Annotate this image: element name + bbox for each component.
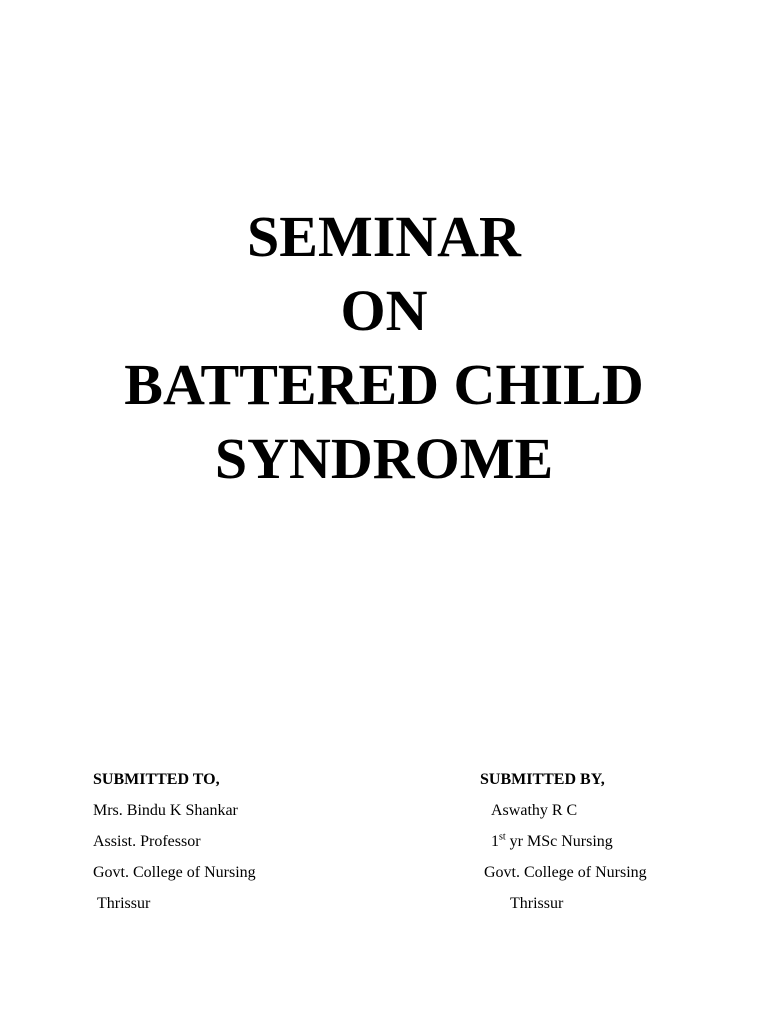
submitted-to-designation: Assist. Professor [93,833,201,850]
title-line-topic: BATTERED CHILD [124,352,644,417]
submitted-to-block [93,764,256,919]
submitted-by-heading: SUBMITTED BY, [480,771,605,788]
course-name: yr MSc Nursing [505,833,613,850]
submitted-to-place: Thrissur [97,895,151,912]
title-line-on: ON [340,278,428,343]
submitted-by-name: Aswathy R C [491,802,578,819]
submitted-by-place: Thrissur [510,895,564,912]
submitted-to-institution: Govt. College of Nursing [93,864,256,881]
submitted-by-institution: Govt. College of Nursing [484,864,647,881]
submitted-to-heading: SUBMITTED TO, [93,771,220,788]
title-line-syndrome: SYNDROME [214,426,554,491]
title-line-seminar: SEMINAR [247,204,521,269]
submitted-by-block [480,764,647,919]
submitted-by-course [480,826,647,857]
year-number: 1 [491,833,499,850]
seminar-title [0,200,768,496]
year-suffix: st [499,831,506,843]
submitted-to-name: Mrs. Bindu K Shankar [93,802,238,819]
